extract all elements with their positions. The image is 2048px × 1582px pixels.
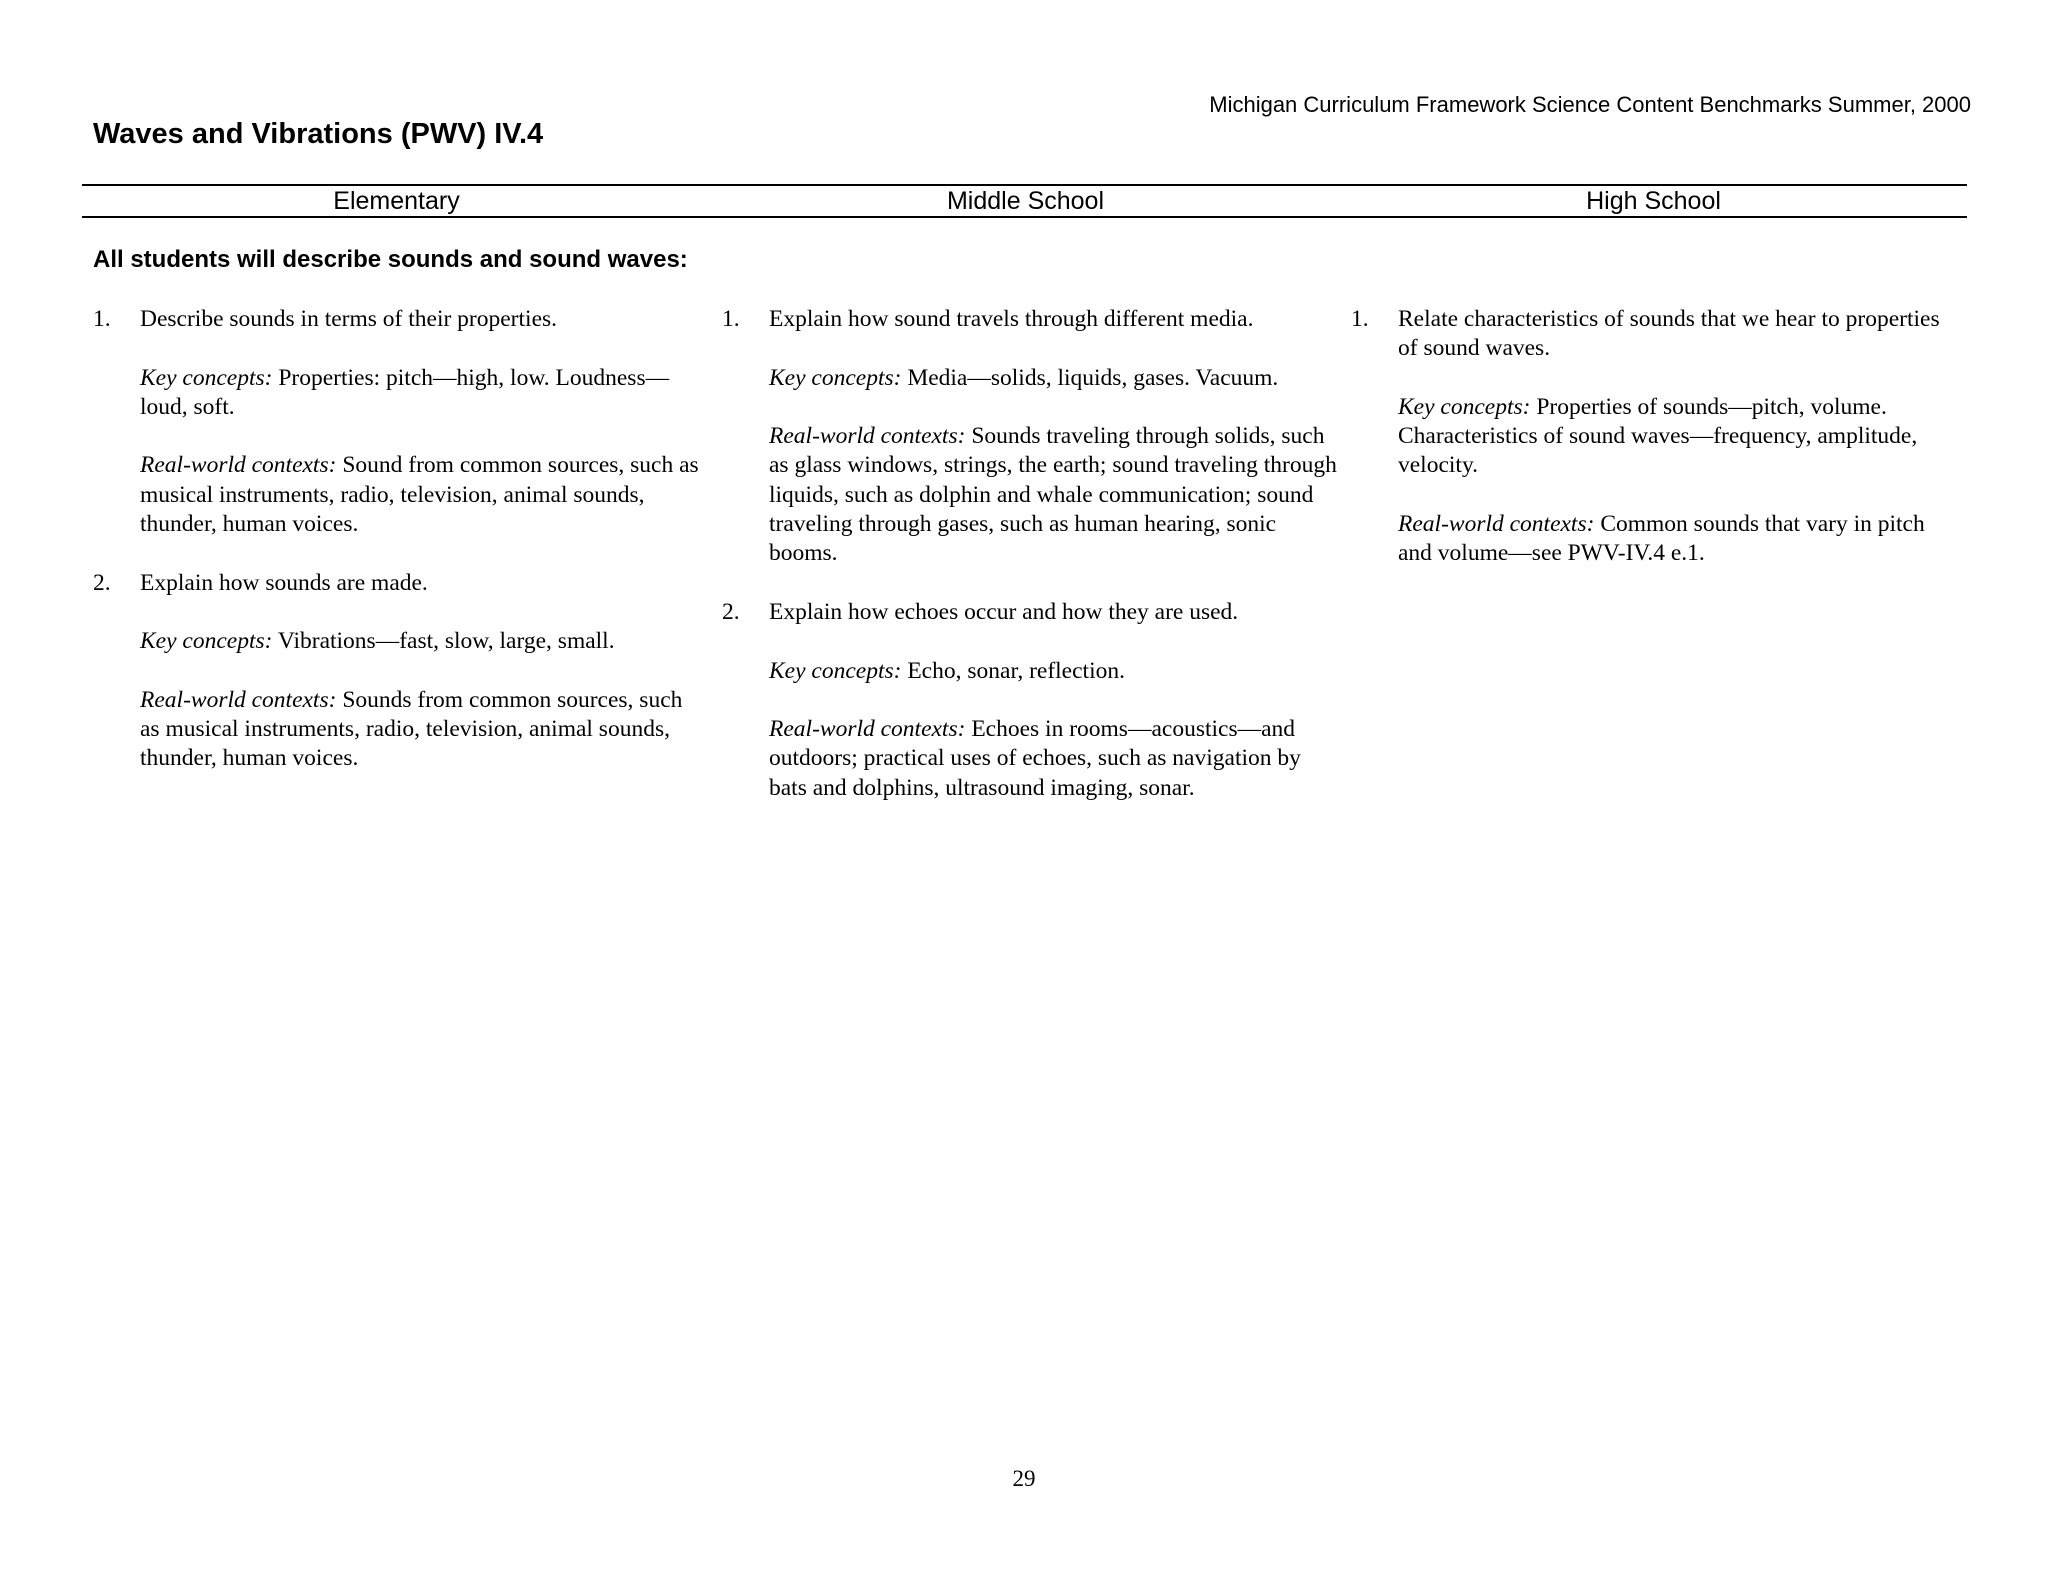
benchmark-text: Explain how sound travels through different media.	[769, 306, 1254, 332]
benchmark-body	[769, 598, 1342, 803]
real-world-text: Sounds from common sources, such as musical instruments, radio, television, animal sounds, thunder, human voices.	[140, 686, 683, 772]
real-world-label: Real-world contexts:	[769, 716, 966, 743]
key-concepts-label: Key concepts:	[140, 364, 273, 391]
framework-header: Michigan Curriculum Framework Science Content Benchmarks Summer, 2000	[1209, 92, 1971, 117]
key-concepts-text: Media—solids, liquids, gases. Vacuum.	[907, 364, 1279, 391]
page-title: Waves and Vibrations (PWV) IV.4	[93, 118, 544, 150]
benchmark-body	[140, 569, 703, 774]
key-concepts-text: Echo, sonar, reflection.	[907, 657, 1125, 684]
real-world-contexts	[769, 715, 1342, 803]
real-world-label: Real-world contexts:	[140, 686, 337, 713]
benchmark-body	[140, 305, 703, 539]
benchmark-number: 1.	[1351, 306, 1369, 332]
benchmark-text: Explain how sounds are made.	[140, 569, 428, 596]
elementary-column	[93, 305, 703, 803]
middle-school-column	[722, 305, 1342, 832]
key-concepts	[140, 627, 703, 656]
key-concepts-label: Key concepts:	[1398, 393, 1531, 420]
key-concepts-label: Key concepts:	[769, 364, 902, 391]
benchmark-item	[93, 569, 703, 774]
key-concepts	[1398, 393, 1951, 481]
column-header-elementary: Elementary	[333, 187, 460, 215]
benchmark-body	[1398, 305, 1951, 569]
key-concepts-text: Properties of sounds—pitch, volume. Characteristics of sound waves—frequency, amplitude, velocity.	[1398, 393, 1918, 479]
real-world-text: Echoes in rooms—acoustics—and outdoors; practical uses of echoes, such as navigation by bats and dolphins, ultrasound imaging, sonar.	[769, 716, 1301, 801]
benchmark-number: 2.	[722, 598, 740, 625]
real-world-label: Real-world contexts:	[1398, 511, 1595, 538]
key-concepts	[769, 657, 1342, 686]
benchmark-body	[769, 305, 1342, 569]
real-world-text: Sound from common sources, such as musical instruments, radio, television, animal sounds, thunder, human voices.	[140, 452, 699, 538]
real-world-text: Sounds traveling through solids, such as glass windows, strings, the earth; sound traveling through liquids, such as dolphin and whale communication; sound traveling through gases, such as human hearing, sonic booms.	[769, 423, 1337, 567]
real-world-contexts	[140, 451, 703, 539]
benchmark-item	[722, 598, 1342, 803]
key-concepts-label: Key concepts:	[769, 657, 902, 684]
key-concepts	[769, 364, 1342, 393]
intro-statement: All students will describe sounds and sound waves:	[93, 246, 688, 273]
real-world-label: Real-world contexts:	[140, 452, 337, 479]
column-header-bar	[82, 184, 1967, 218]
benchmark-number: 1.	[722, 306, 740, 332]
key-concepts	[140, 364, 703, 423]
column-header-high-school: High School	[1586, 187, 1721, 215]
real-world-text: Common sounds that vary in pitch and volume—see PWV-IV.4 e.1.	[1398, 511, 1925, 567]
benchmark-number: 2.	[93, 569, 111, 596]
key-concepts-label: Key concepts:	[140, 628, 273, 655]
real-world-contexts	[1398, 510, 1951, 569]
benchmark-text: Explain how echoes occur and how they are used.	[769, 598, 1239, 625]
column-header-middle-school: Middle School	[946, 187, 1105, 215]
benchmark-item	[1351, 305, 1951, 569]
real-world-label: Real-world contexts:	[769, 423, 966, 450]
high-school-column	[1351, 305, 1951, 598]
real-world-contexts	[769, 422, 1342, 568]
benchmark-item	[722, 305, 1342, 569]
benchmark-number: 1.	[93, 306, 111, 332]
benchmark-text: Describe sounds in terms of their properties.	[140, 306, 558, 332]
page-number: 29	[1012, 1466, 1036, 1491]
benchmark-item	[93, 305, 703, 539]
key-concepts-text: Vibrations—fast, slow, large, small.	[277, 628, 615, 655]
key-concepts-text: Properties: pitch—high, low. Loudness—loud, soft.	[140, 364, 670, 420]
real-world-contexts	[140, 686, 703, 774]
benchmark-text: Relate characteristics of sounds that we hear to properties of sound waves.	[1398, 306, 1940, 362]
